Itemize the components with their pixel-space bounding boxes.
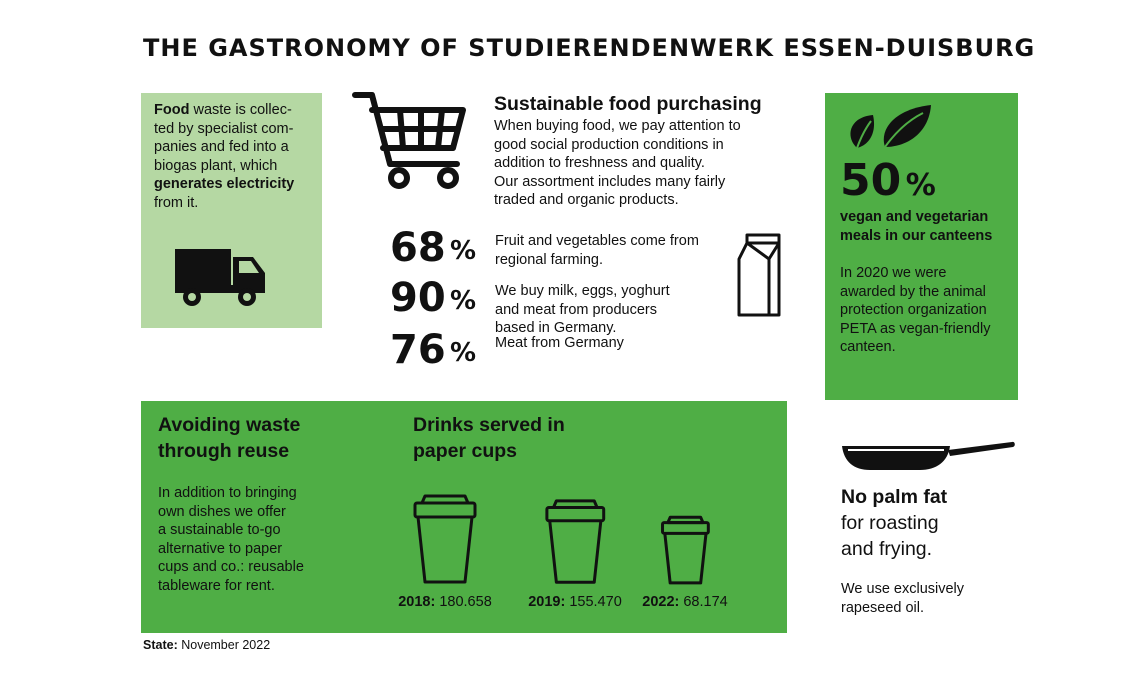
food-waste-span: biogas plant, which: [154, 157, 278, 174]
stat-text: [495, 282, 670, 338]
vegan-subtitle: [840, 208, 992, 245]
stat-unit: %: [450, 338, 477, 368]
food-waste-line: [154, 157, 319, 176]
vegan-line: In 2020 we were: [840, 265, 947, 281]
stat-value: 68: [390, 225, 446, 271]
stat-line: Meat from Germany: [495, 335, 624, 351]
food-waste-line: [154, 120, 319, 139]
food-waste-emphasis: Food: [154, 102, 190, 118]
purchasing-heading: Sustainable food purchasing: [494, 93, 762, 115]
vegan-unit: %: [905, 168, 936, 203]
stat-line: and meat from producers: [495, 301, 657, 318]
purchasing-line: When buying food, we pay attention to: [494, 118, 741, 134]
food-waste-span: ted by specialist com-: [154, 120, 294, 137]
paper-cup-icon: [413, 493, 477, 585]
stats-list: [390, 225, 730, 378]
stat-line: based in Germany.: [495, 320, 617, 336]
paper-cup-icon: [545, 498, 606, 585]
stat-unit: %: [450, 286, 477, 316]
cups-heading-line: paper cups: [413, 440, 518, 462]
food-waste-line: [154, 138, 319, 157]
cup-label: [390, 594, 500, 610]
reuse-line: In addition to bringing: [158, 485, 297, 501]
palm-note-line: rapeseed oil.: [841, 599, 925, 616]
shopping-cart-icon: [355, 92, 467, 190]
state-label: State:: [143, 638, 178, 652]
palm-fat-text: [841, 484, 947, 562]
food-waste-emphasis: generates electricity: [154, 176, 295, 192]
reuse-line: own dishes we offer: [158, 503, 286, 520]
reuse-line: tableware for rent.: [158, 577, 275, 594]
reuse-line: cups and co.: reusable: [158, 559, 304, 575]
state-value: November 2022: [181, 638, 271, 652]
food-waste-span: panies and fed into a: [154, 139, 289, 155]
truck-icon: [175, 249, 267, 311]
purchasing-text: [494, 117, 814, 210]
cup-count: 68.174: [679, 594, 728, 610]
vegan-line: protection organization: [840, 302, 987, 318]
palm-bold: No palm fat: [841, 486, 948, 508]
cup-year: 2022:: [642, 594, 680, 610]
stat-line: Fruit and vegetables come from: [495, 233, 699, 249]
vegan-line: awarded by the animal: [840, 283, 986, 300]
stat-line: We buy milk, eggs, yoghurt: [495, 283, 670, 299]
stat-text: [495, 334, 624, 353]
page-title: THE GASTRONOMY OF STUDIERENDENWERK ESSEN-DUISBURG: [143, 34, 1036, 62]
stat-value: 90: [390, 275, 446, 321]
food-waste-line: [154, 194, 319, 213]
reuse-line: a sustainable to-go: [158, 522, 281, 538]
purchasing-line: Our assortment includes many fairly: [494, 173, 726, 190]
footer-state: [143, 638, 270, 652]
stat-line: regional farming.: [495, 251, 603, 268]
cup-year: 2018:: [398, 594, 436, 610]
paper-cup-icon: [661, 515, 710, 585]
food-waste-line: [154, 175, 319, 194]
reuse-text: [158, 484, 378, 595]
leaves-icon: [843, 103, 933, 149]
cup-count: 180.658: [435, 594, 492, 610]
cups-chart: [380, 480, 770, 625]
cup-label: [630, 594, 740, 610]
stat-unit: %: [450, 236, 477, 266]
vegan-value: 50: [840, 155, 902, 206]
cup-label: [520, 594, 630, 610]
stat-value: 76: [390, 327, 446, 373]
reuse-heading: [158, 412, 300, 464]
food-waste-span: waste is collec-: [189, 102, 292, 118]
vegan-subtitle-line: vegan and vegetarian: [840, 209, 989, 225]
food-waste-line: [154, 101, 319, 120]
palm-line: and frying.: [841, 538, 933, 560]
milk-carton-icon: [737, 233, 783, 317]
cup-year: 2019:: [528, 594, 566, 610]
frying-pan-icon: [840, 438, 1016, 472]
palm-note-line: We use exclusively: [841, 581, 965, 597]
vegan-line: canteen.: [840, 339, 896, 355]
vegan-line: PETA as vegan-friendly: [840, 320, 991, 337]
purchasing-line: traded and organic products.: [494, 192, 679, 208]
purchasing-line: good social production conditions in: [494, 136, 724, 153]
cups-heading-line: Drinks served in: [413, 414, 565, 436]
vegan-share: [840, 155, 936, 206]
vegan-text: [840, 264, 1015, 357]
palm-note: [841, 580, 964, 617]
reuse-line: alternative to paper: [158, 540, 283, 557]
reuse-heading-line: Avoiding waste: [158, 414, 301, 436]
palm-line: for roasting: [841, 512, 939, 534]
stat-text: [495, 232, 699, 269]
food-waste-text: [154, 101, 319, 212]
cups-heading: [413, 412, 565, 464]
cup-count: 155.470: [565, 594, 622, 610]
reuse-heading-line: through reuse: [158, 440, 290, 462]
food-waste-span: from it.: [154, 194, 199, 211]
purchasing-line: addition to freshness and quality.: [494, 155, 705, 171]
vegan-subtitle-line: meals in our canteens: [840, 227, 993, 244]
